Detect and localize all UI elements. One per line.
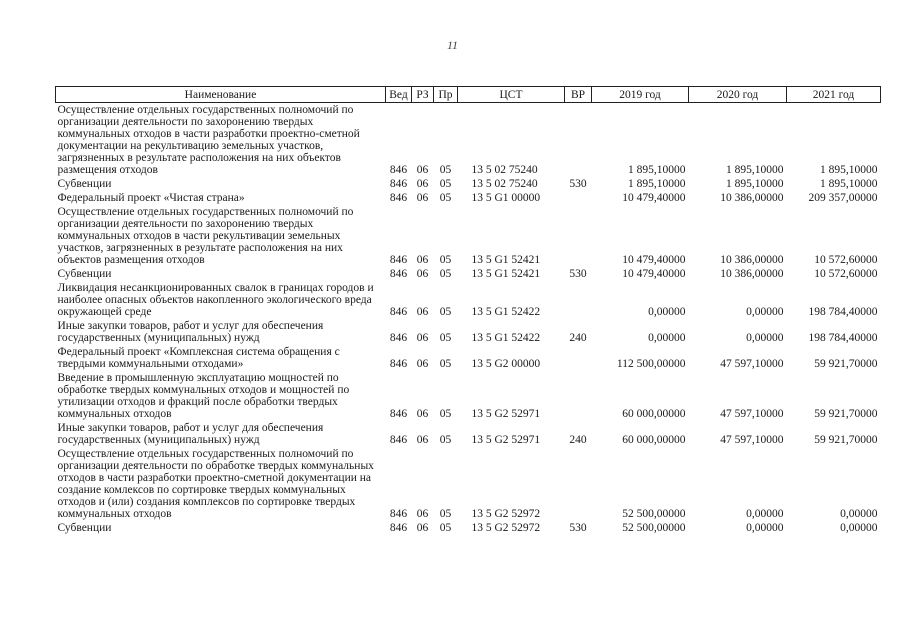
cell-rz: 06	[416, 522, 429, 534]
cell-name: Осуществление отдельных государственных полномочий по организации деятельности по захоронению твердых коммунальных отходов в части рекультивации земельных участков, загрязненных в результате расположения на них объектов размещения отходов	[57, 206, 354, 266]
cell-rz: 06	[416, 192, 429, 204]
cell-vr	[565, 447, 592, 521]
cell-pr: 05	[439, 434, 452, 446]
cell-name: Ликвидация несанкционированных свалок в границах городов и наиболее опасных объектов накопленного экологического вреда окружающей среде	[57, 282, 374, 318]
table-row	[56, 345, 881, 371]
table-header	[56, 87, 881, 103]
cell-pr: 05	[439, 178, 452, 190]
cell-ved: 846	[389, 306, 408, 318]
header-ved: Вед	[386, 87, 412, 103]
cell-2019: 10 479,40000	[622, 254, 686, 266]
cell-pr: 05	[439, 358, 452, 370]
cell-name: Иные закупки товаров, работ и услуг для обеспечения государственных (муниципальных) нужд	[57, 422, 324, 446]
cell-pr: 05	[439, 332, 452, 344]
cell-2019: 60 000,00000	[622, 434, 686, 446]
cell-ved: 846	[389, 508, 408, 520]
cell-ved: 846	[389, 254, 408, 266]
table-row	[56, 281, 881, 319]
table-row	[56, 521, 881, 535]
cell-name: Осуществление отдельных государственных полномочий по организации деятельности по обработке твердых коммунальных отходов в части разработки проектно-сметной документации на создание комлексов по сортировке твердых коммунальных отходов и (или) создания комплексов по сортировке твердых коммунальных отходов	[57, 448, 374, 520]
cell-rz: 06	[416, 268, 429, 280]
cell-name: Федеральный проект «Комплексная система обращения с твердыми коммунальными отходами»	[57, 346, 340, 370]
cell-2021: 59 921,70000	[814, 408, 878, 420]
cell-cst: 13 5 G1 52422	[471, 332, 541, 344]
cell-2021: 209 357,00000	[808, 192, 878, 204]
cell-2020: 47 597,10000	[720, 434, 784, 446]
budget-table	[55, 86, 881, 535]
cell-rz: 06	[416, 306, 429, 318]
cell-pr: 05	[439, 306, 452, 318]
cell-rz: 06	[416, 254, 429, 266]
cell-2021: 10 572,60000	[814, 254, 878, 266]
cell-2020: 10 386,00000	[720, 192, 784, 204]
table-body	[56, 103, 881, 536]
cell-2019: 60 000,00000	[622, 408, 686, 420]
cell-2020: 47 597,10000	[720, 408, 784, 420]
cell-2020: 0,00000	[746, 332, 784, 344]
cell-2019: 0,00000	[648, 306, 686, 318]
cell-ved: 846	[389, 358, 408, 370]
cell-rz: 06	[416, 434, 429, 446]
cell-2020: 47 597,10000	[720, 358, 784, 370]
cell-2021: 198 784,40000	[808, 332, 878, 344]
cell-2019: 52 500,00000	[622, 508, 686, 520]
cell-2019: 10 479,40000	[622, 192, 686, 204]
cell-2021: 0,00000	[840, 522, 878, 534]
cell-ved: 846	[389, 522, 408, 534]
header-pr: Пр	[434, 87, 458, 103]
cell-2019: 112 500,00000	[616, 358, 686, 370]
cell-cst: 13 5 02 75240	[471, 178, 538, 190]
cell-pr: 05	[439, 268, 452, 280]
cell-cst: 13 5 G1 52421	[471, 254, 541, 266]
cell-2021: 59 921,70000	[814, 434, 878, 446]
cell-rz: 06	[416, 358, 429, 370]
cell-cst: 13 5 G2 52971	[471, 434, 541, 446]
cell-rz: 06	[416, 508, 429, 520]
cell-rz: 06	[416, 332, 429, 344]
cell-cst: 13 5 G1 52421	[471, 268, 541, 280]
cell-pr: 05	[439, 508, 452, 520]
header-2020: 2020 год	[689, 87, 787, 103]
cell-2020: 10 386,00000	[720, 268, 784, 280]
header-rz: РЗ	[412, 87, 434, 103]
page-number: 11	[446, 38, 459, 52]
cell-cst: 13 5 G2 52971	[471, 408, 541, 420]
cell-2020: 10 386,00000	[720, 254, 784, 266]
cell-vr	[565, 371, 592, 421]
cell-2021: 0,00000	[840, 508, 878, 520]
cell-2019: 0,00000	[648, 332, 686, 344]
cell-cst: 13 5 G2 52972	[471, 522, 541, 534]
cell-vr	[565, 345, 592, 371]
cell-2019: 10 479,40000	[622, 268, 686, 280]
cell-2021: 10 572,60000	[814, 268, 878, 280]
table-row	[56, 103, 881, 178]
cell-pr: 05	[439, 522, 452, 534]
table-row	[56, 205, 881, 267]
cell-2020: 0,00000	[746, 306, 784, 318]
cell-vr: 240	[569, 434, 587, 446]
cell-ved: 846	[389, 332, 408, 344]
cell-vr	[565, 103, 592, 178]
cell-2021: 198 784,40000	[808, 306, 878, 318]
header-cst: ЦСТ	[458, 87, 565, 103]
cell-2020: 0,00000	[746, 508, 784, 520]
header-name: Наименование	[56, 87, 386, 103]
cell-vr	[565, 281, 592, 319]
table-row	[56, 421, 881, 447]
cell-pr: 05	[439, 192, 452, 204]
cell-rz: 06	[416, 408, 429, 420]
table-row	[56, 191, 881, 205]
cell-name: Иные закупки товаров, работ и услуг для обеспечения государственных (муниципальных) нужд	[57, 320, 324, 344]
table-row	[56, 267, 881, 281]
cell-2019: 1 895,10000	[628, 178, 686, 190]
cell-vr: 240	[569, 332, 587, 344]
table-row	[56, 447, 881, 521]
cell-cst: 13 5 G2 52972	[471, 508, 541, 520]
cell-2020: 0,00000	[746, 522, 784, 534]
cell-ved: 846	[389, 268, 408, 280]
cell-2019: 52 500,00000	[622, 522, 686, 534]
cell-name: Субвенции	[57, 522, 112, 534]
cell-2021: 1 895,10000	[820, 164, 878, 176]
cell-vr: 530	[569, 268, 587, 280]
cell-pr: 05	[439, 408, 452, 420]
header-vr: ВР	[565, 87, 592, 103]
cell-ved: 846	[389, 164, 408, 176]
cell-name: Субвенции	[57, 178, 112, 190]
cell-ved: 846	[389, 434, 408, 446]
cell-ved: 846	[389, 192, 408, 204]
cell-cst: 13 5 G1 00000	[471, 192, 541, 204]
cell-name: Федеральный проект «Чистая страна»	[57, 192, 245, 204]
cell-cst: 13 5 G1 52422	[471, 306, 541, 318]
table-row	[56, 371, 881, 421]
table-row	[56, 319, 881, 345]
cell-name: Осуществление отдельных государственных полномочий по организации деятельности по захоронению твердых коммунальных отходов в части разработки проектно-сметной документации на рекультивацию земельных участков, загрязненных в результате расположения на них объектов размещения отходов	[57, 104, 360, 176]
cell-rz: 06	[416, 178, 429, 190]
cell-vr	[565, 191, 592, 205]
cell-name: Субвенции	[57, 268, 112, 280]
cell-2021: 59 921,70000	[814, 358, 878, 370]
cell-rz: 06	[416, 164, 429, 176]
cell-pr: 05	[439, 254, 452, 266]
cell-2020: 1 895,10000	[726, 178, 784, 190]
header-2021: 2021 год	[787, 87, 881, 103]
cell-2021: 1 895,10000	[820, 178, 878, 190]
header-2019: 2019 год	[592, 87, 689, 103]
table-row	[56, 177, 881, 191]
cell-name: Введение в промышленную эксплуатацию мощностей по обработке твердых коммунальных отходов и мощностей по утилизации отходов и фракций после обработки твердых коммунальных отходов	[57, 372, 350, 420]
cell-2019: 1 895,10000	[628, 164, 686, 176]
cell-cst: 13 5 02 75240	[471, 164, 538, 176]
cell-vr: 530	[569, 178, 587, 190]
cell-2020: 1 895,10000	[726, 164, 784, 176]
cell-vr: 530	[569, 522, 587, 534]
cell-ved: 846	[389, 408, 408, 420]
cell-vr	[565, 205, 592, 267]
cell-cst: 13 5 G2 00000	[471, 358, 541, 370]
cell-pr: 05	[439, 164, 452, 176]
cell-ved: 846	[389, 178, 408, 190]
